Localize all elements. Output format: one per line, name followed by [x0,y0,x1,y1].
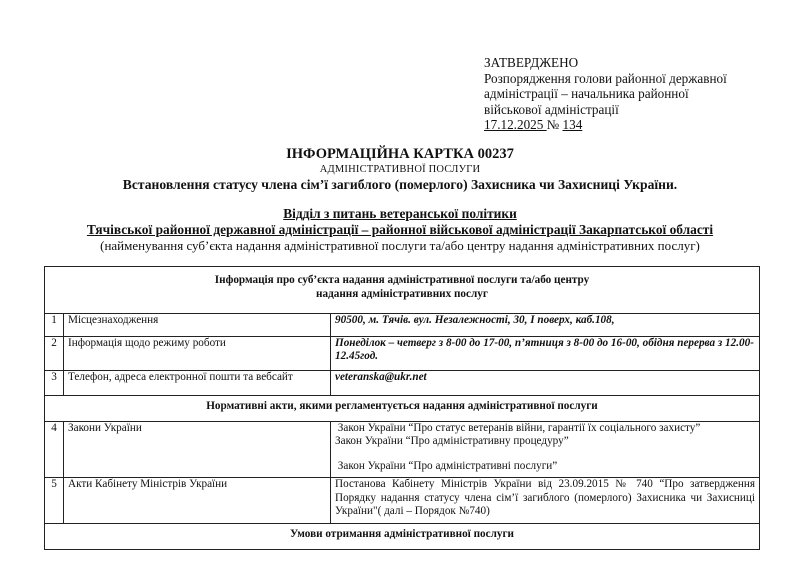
section-title: Умови отримання адміністративної послуги [45,524,760,550]
table-row [45,337,760,371]
row-number: 4 [45,422,64,478]
table-row [45,422,760,478]
row-number: 5 [45,478,64,524]
department-note: (найменування суб’єкта надання адміністративної послуги та/або центру надання адміністративних послуг) [100,238,700,253]
approval-line: адміністрації – начальника районної [484,86,689,102]
card-subtitle: АДМІНІСТРАТИВНОЇ ПОСЛУГИ [319,164,481,175]
row-label: Акти Кабінету Міністрів України [64,478,331,524]
department-name: Відділ з питань ветеранської політики [283,206,517,221]
section-title: Нормативні акти, якими регламентується надання адміністративної послуги [45,396,760,422]
section-title: надання адміністративних послуг [316,288,488,300]
law-item: Закон України “Про адміністративну процедуру” [335,435,569,447]
row-label: Інформація щодо режиму роботи [64,337,331,371]
row-number: 1 [45,314,64,337]
info-card-table [44,266,760,550]
approval-line: Розпорядження голови районної державної [484,70,727,86]
row-value: 90500, м. Тячів. вул. Незалежності, 30, І поверх, каб.108, [331,314,760,337]
service-name: Встановлення статусу члена сім’ї загиблого (померлого) Захисника чи Захисниці України. [122,177,678,192]
law-item: Закон України “Про статус ветеранів війни, гарантії їх соціального захисту” [335,422,701,434]
section-header-conditions [45,524,760,550]
table-row [45,314,760,337]
department-organization: Тячівської районної державної адміністрації – районної військової адміністрації Закарпатської області [86,222,714,237]
approval-date-line [484,117,784,133]
department-block [0,206,800,254]
row-value: Постанова Кабінету Міністрів України від 23.09.2015 № 740 “Про затвердження Порядку надання статусу члена сім’ї загиблого (померлого) Захисника чи Захисниці України"( далі – Порядок №740) [331,478,760,524]
email-value: veteranska@ukr.net [331,371,760,396]
row-number: 3 [45,371,64,396]
row-number: 2 [45,337,64,371]
section-title: Інформація про суб’єкта надання адміністративної послуги та/або центру [214,274,590,286]
approval-heading: ЗАТВЕРДЖЕНО [484,55,579,70]
row-label: Телефон, адреса електронної пошти та вебсайт [64,371,331,396]
law-item: Закон України “Про адміністративні послуги” [335,460,558,472]
approval-line: військової адміністрації [484,101,619,117]
row-label: Закони України [64,422,331,478]
table-row [45,371,760,396]
card-title: ІНФОРМАЦІЙНА КАРТКА 00237 [286,146,514,162]
section-header-regulations [45,396,760,422]
table-row [45,478,760,524]
row-label: Місцезнаходження [64,314,331,337]
row-value: Понеділок – четверг з 8-00 до 17-00, п’ятниця з 8-00 до 16-00, обідня перерва з 12.00-12.45год. [331,337,760,371]
approval-number: 134 [562,117,583,133]
number-sign: № [546,117,563,133]
laws-list [331,422,760,478]
approval-stamp [484,55,784,133]
section-header-provider [45,267,760,314]
title-block [0,146,800,193]
approval-date: 17.12.2025 [484,117,547,133]
